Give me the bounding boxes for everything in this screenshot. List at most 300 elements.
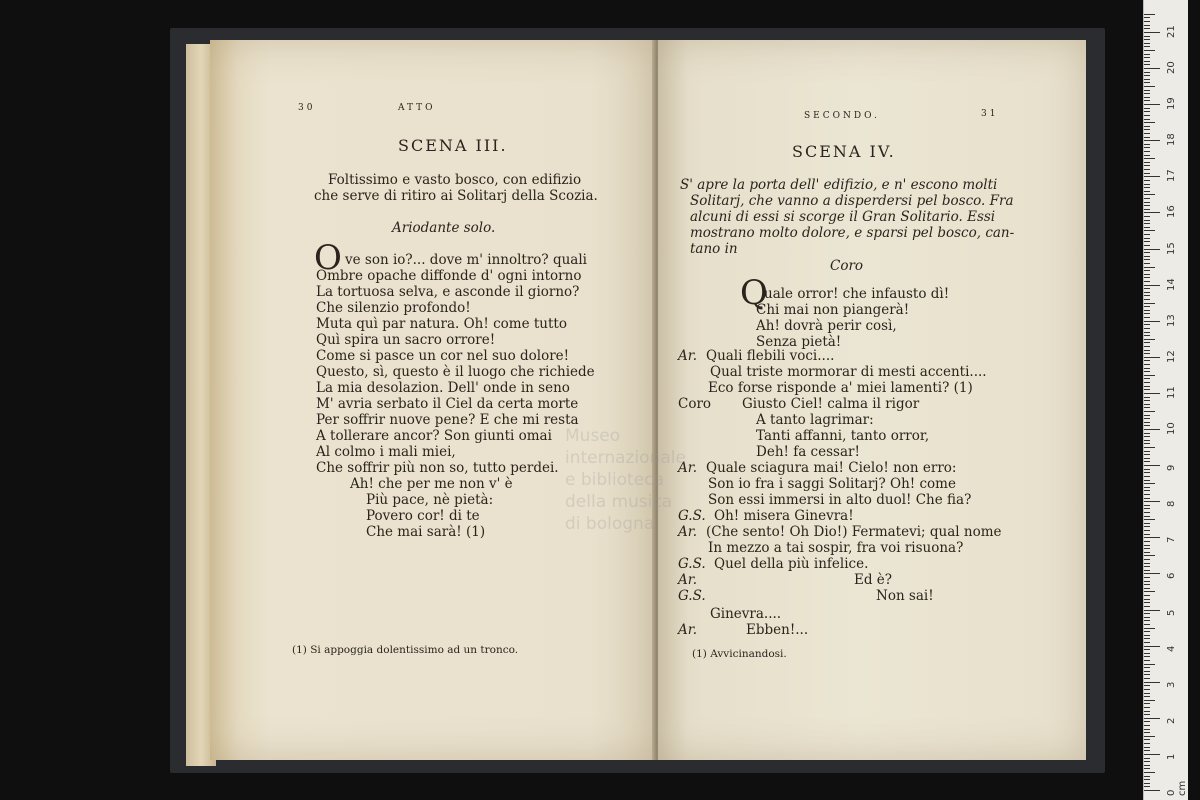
ruler-tick: [1144, 86, 1155, 87]
ruler-tick: [1144, 433, 1150, 434]
ruler-number: 13: [1166, 313, 1177, 327]
ruler-tick: [1144, 353, 1150, 354]
ruler-tick: [1144, 548, 1150, 549]
ruler-tick: [1144, 158, 1155, 159]
ruler-tick: [1144, 249, 1160, 250]
ruler-tick: [1144, 368, 1150, 369]
ruler-tick: [1144, 656, 1150, 657]
ruler-tick: [1144, 703, 1150, 704]
ruler-tick: [1144, 285, 1160, 286]
dialogue-line: Quel della più infelice.: [714, 556, 869, 572]
ruler-tick: [1144, 407, 1150, 408]
ruler-tick: [1144, 382, 1150, 383]
verse-line: Quì spira un sacro orrore!: [316, 332, 496, 348]
watermark-line: e biblioteca: [565, 470, 664, 490]
ruler-tick: [1144, 72, 1150, 73]
ruler-tick: [1144, 299, 1150, 300]
ruler-tick: [1144, 588, 1150, 589]
ruler-tick: [1144, 230, 1155, 231]
dialogue-line: Ed è?: [854, 572, 893, 588]
dialogue-line: Deh! fa cessar!: [756, 444, 860, 460]
ruler-tick: [1144, 490, 1150, 491]
ruler-tick: [1144, 415, 1150, 416]
ruler-tick: [1144, 465, 1160, 466]
ruler-tick: [1144, 660, 1150, 661]
ruler-tick: [1144, 761, 1150, 762]
watermark-line: della musica: [565, 492, 673, 512]
ruler-tick: [1144, 61, 1150, 62]
ruler-tick: [1144, 43, 1150, 44]
ruler-tick: [1144, 36, 1150, 37]
ruler-tick: [1144, 115, 1150, 116]
ruler-tick: [1144, 306, 1150, 307]
dialogue-line: Son essi immersi in alto duol! Che fia?: [708, 492, 972, 508]
stage-direction-line: Solitarj, che vanno a disperdersi pel bosco. Fra: [690, 193, 1014, 209]
ruler-tick: [1144, 689, 1150, 690]
ruler-tick: [1144, 599, 1150, 600]
ruler-tick: [1144, 620, 1150, 621]
ruler-tick: [1144, 321, 1160, 322]
ruler-tick: [1144, 346, 1150, 347]
chorus-line: uale orror! che infausto dì!: [764, 286, 950, 302]
ruler-tick: [1144, 693, 1150, 694]
dialogue-line: Tanti affanni, tanto orror,: [756, 428, 930, 444]
ruler-tick: [1144, 526, 1150, 527]
ruler-tick: [1144, 440, 1150, 441]
ruler-number: 9: [1166, 464, 1177, 472]
ruler-tick: [1144, 508, 1150, 509]
ruler-tick: [1144, 606, 1150, 607]
running-head-right: SECONDO.: [804, 111, 880, 121]
ruler-tick: [1144, 530, 1150, 531]
ruler-tick: [1144, 425, 1150, 426]
ruler-number: 2: [1166, 717, 1177, 724]
ruler-number: 18: [1166, 133, 1177, 147]
dialogue-line: (Che sento! Oh Dio!) Fermatevi; qual nome: [706, 524, 1002, 540]
ruler-tick: [1144, 97, 1150, 98]
speaker-label: G.S.: [678, 508, 706, 524]
ruler-tick: [1144, 25, 1150, 26]
ruler-tick: [1144, 64, 1150, 65]
verse-line: A tollerare ancor? Son giunti omai: [316, 428, 552, 444]
ruler-tick: [1144, 133, 1150, 134]
ruler-tick: [1144, 584, 1150, 585]
ruler-tick: [1144, 559, 1150, 560]
ruler-number: 6: [1166, 573, 1177, 580]
ruler-tick: [1144, 638, 1150, 639]
ruler-tick: [1144, 429, 1160, 430]
ruler-tick: [1144, 519, 1155, 520]
ruler-tick: [1144, 451, 1150, 452]
ruler-number: 16: [1166, 205, 1177, 219]
ruler-tick: [1144, 32, 1160, 33]
speaker-label: G.S.: [678, 556, 706, 572]
footnote-left: (1) Si appoggia dolentissimo ad un tronco.: [292, 644, 519, 656]
ruler-tick: [1144, 653, 1150, 654]
ruler-tick: [1144, 729, 1150, 730]
ruler-tick: [1144, 498, 1150, 499]
ruler-tick: [1144, 595, 1150, 596]
ruler-tick: [1144, 400, 1150, 401]
ruler-tick: [1144, 397, 1150, 398]
verse-line: Questo, sì, questo è il luogo che richiede: [316, 364, 595, 380]
ruler-tick: [1144, 664, 1155, 665]
ruler-tick: [1144, 194, 1155, 195]
ruler-tick: [1144, 288, 1150, 289]
ruler-tick: [1144, 292, 1150, 293]
ruler-tick: [1144, 469, 1150, 470]
ruler-number: 15: [1166, 241, 1177, 255]
stage-direction-line: mostrano molto dolore, e sparsi pel bosco, can-: [690, 225, 1015, 241]
dialogue-line: Son io fra i saggi Solitarj? Oh! come: [708, 476, 956, 492]
ruler-tick: [1144, 57, 1150, 58]
ruler-tick: [1144, 165, 1150, 166]
ruler-tick: [1144, 108, 1150, 109]
ruler-tick: [1144, 184, 1150, 185]
ruler-number: 10: [1166, 422, 1177, 435]
ruler-tick: [1144, 631, 1150, 632]
scene-title-left: SCENA III.: [398, 136, 508, 155]
ruler-number: 0 cm: [1166, 780, 1188, 796]
chorus-line: Chi mai non piangerà!: [756, 302, 910, 318]
ruler-number: 1: [1166, 753, 1177, 760]
ruler-tick: [1144, 100, 1150, 101]
ruler-tick: [1144, 454, 1150, 455]
ruler-tick: [1144, 364, 1150, 365]
speaker-note: Ariodante solo.: [392, 220, 496, 236]
ruler-tick: [1144, 783, 1150, 784]
ruler-tick: [1144, 295, 1150, 296]
ruler-tick: [1144, 743, 1150, 744]
ruler-tick: [1144, 151, 1150, 152]
ruler-number: 19: [1166, 97, 1177, 111]
ruler-tick: [1144, 180, 1150, 181]
verse-line: Ombre opache diffonde d' ogni intorno: [316, 268, 582, 284]
ruler-tick: [1144, 202, 1150, 203]
drop-cap: O: [314, 238, 342, 278]
verse-line: ve son io?... dove m' innoltro? quali: [345, 252, 587, 268]
ruler-tick: [1144, 212, 1160, 213]
ruler-tick: [1144, 50, 1155, 51]
dialogue-line: Quali flebili voci....: [706, 348, 835, 364]
ruler-tick: [1144, 674, 1150, 675]
speaker-label: Ar.: [678, 348, 698, 364]
ruler-tick: [1144, 191, 1150, 192]
ruler-tick: [1144, 779, 1150, 780]
verse-line: M' avria serbato il Ciel da certa morte: [316, 396, 579, 412]
ruler-tick: [1144, 628, 1155, 629]
ruler-tick: [1144, 732, 1150, 733]
ruler-tick: [1144, 310, 1150, 311]
ruler-tick: [1144, 476, 1150, 477]
left-page: [210, 40, 655, 760]
ruler-tick: [1144, 137, 1150, 138]
ruler-tick: [1144, 747, 1150, 748]
ruler-number: 5: [1166, 609, 1177, 616]
ruler-tick: [1144, 570, 1150, 571]
ruler-number: 7: [1166, 536, 1177, 544]
ruler-number: 14: [1166, 277, 1177, 291]
ruler-tick: [1144, 259, 1150, 260]
ruler-tick: [1144, 577, 1150, 578]
ruler-tick: [1144, 555, 1155, 556]
verse-line: Come si pasce un cor nel suo dolore!: [316, 348, 570, 364]
ruler-tick: [1144, 371, 1150, 372]
ruler-tick: [1144, 267, 1155, 268]
ruler-tick: [1144, 411, 1155, 412]
ruler-number: 4: [1166, 645, 1177, 652]
ruler-tick: [1144, 483, 1155, 484]
ruler-tick: [1144, 725, 1150, 726]
verse-line: Che silenzio profondo!: [316, 300, 471, 316]
chorus-line: Senza pietà!: [756, 334, 842, 350]
ruler-tick: [1144, 360, 1150, 361]
stage-direction-line: che serve di ritiro ai Solitarj della Scozia.: [314, 188, 598, 204]
verse-line: Per soffrir nuove pene? E che mi resta: [316, 412, 579, 428]
verse-line: La mia desolazion. Dell' onde in seno: [316, 380, 570, 396]
ruler-tick: [1144, 205, 1150, 206]
ruler-tick: [1144, 223, 1150, 224]
ruler-tick: [1144, 328, 1150, 329]
verse-line: Più pace, nè pietà:: [366, 492, 494, 508]
ruler-tick: [1144, 46, 1150, 47]
ruler-tick: [1144, 678, 1150, 679]
ruler-number: 12: [1166, 350, 1177, 363]
ruler-tick: [1144, 252, 1150, 253]
ruler-tick: [1144, 245, 1150, 246]
dialogue-line: Ebben!...: [746, 622, 809, 638]
ruler-tick: [1144, 635, 1150, 636]
ruler-tick: [1144, 602, 1150, 603]
ruler-tick: [1144, 198, 1150, 199]
ruler-number: 20: [1166, 61, 1177, 74]
ruler-tick: [1144, 461, 1150, 462]
ruler-tick: [1144, 707, 1150, 708]
ruler-tick: [1144, 516, 1150, 517]
dialogue-line: Oh! misera Ginevra!: [714, 508, 854, 524]
ruler-number: 21: [1166, 25, 1177, 38]
ruler-tick: [1144, 17, 1150, 18]
library-watermark: [565, 425, 705, 535]
ruler-tick: [1144, 111, 1150, 112]
dialogue-line: Giusto Ciel! calma il rigor: [742, 396, 920, 412]
ruler-tick: [1144, 685, 1150, 686]
ruler-tick: [1144, 786, 1150, 787]
ruler-tick: [1144, 581, 1150, 582]
speaker-label: Ar.: [678, 572, 698, 588]
ruler-tick: [1144, 339, 1155, 340]
ruler-tick: [1144, 750, 1150, 751]
ruler-tick: [1144, 277, 1150, 278]
dialogue-line: In mezzo a tai sospir, fra voi risuona?: [708, 540, 964, 556]
watermark-line: Museo internazionale: [565, 426, 686, 468]
page-number-left: 30: [298, 103, 316, 113]
ruler-tick: [1144, 545, 1150, 546]
ruler-tick: [1144, 736, 1155, 737]
ruler-tick: [1144, 14, 1155, 15]
stage-direction-line: Foltissimo e vasto bosco, con edifizio: [328, 172, 582, 188]
ruler-tick: [1144, 642, 1150, 643]
dialogue-line: Eco forse risponde a' miei lamenti? (1): [708, 380, 973, 396]
ruler-tick: [1144, 75, 1150, 76]
speaker-label: Ar.: [678, 460, 698, 476]
measurement-ruler: [1143, 0, 1188, 800]
ruler-tick: [1144, 772, 1155, 773]
dialogue-line: Ginevra....: [710, 606, 782, 622]
ruler-tick: [1144, 436, 1150, 437]
ruler-tick: [1144, 418, 1150, 419]
ruler-tick: [1144, 324, 1150, 325]
verse-line: Ah! che per me non v' è: [350, 476, 513, 492]
speaker-label: G.S.: [678, 588, 706, 604]
ruler-tick: [1144, 768, 1150, 769]
ruler-tick: [1144, 313, 1150, 314]
scene-title-right: SCENA IV.: [792, 142, 896, 161]
ruler-tick: [1144, 209, 1150, 210]
ruler-tick: [1144, 386, 1150, 387]
ruler-tick: [1144, 610, 1160, 611]
ruler-tick: [1144, 332, 1150, 333]
speaker-label: Ar.: [678, 524, 698, 540]
ruler-tick: [1144, 541, 1150, 542]
ruler-tick: [1144, 711, 1150, 712]
ruler-tick: [1144, 505, 1150, 506]
ruler-tick: [1144, 79, 1150, 80]
ruler-tick: [1144, 537, 1160, 538]
verse-line: Muta quì par natura. Oh! come tutto: [316, 316, 567, 332]
ruler-tick: [1144, 68, 1160, 69]
ruler-tick: [1144, 173, 1150, 174]
ruler-tick: [1144, 263, 1150, 264]
ruler-tick: [1144, 176, 1160, 177]
chorus-line: Ah! dovrà perir così,: [756, 318, 897, 334]
ruler-tick: [1144, 682, 1160, 683]
speaker-label: Ar.: [678, 622, 698, 638]
right-page: [658, 40, 1086, 760]
ruler-tick: [1144, 552, 1150, 553]
ruler-tick: [1144, 342, 1150, 343]
ruler-tick: [1144, 274, 1150, 275]
ruler-tick: [1144, 270, 1150, 271]
ruler-tick: [1144, 494, 1150, 495]
ruler-tick: [1144, 758, 1150, 759]
ruler-tick: [1144, 126, 1150, 127]
ruler-number: 8: [1166, 500, 1177, 508]
ruler-tick: [1144, 129, 1150, 130]
ruler-tick: [1144, 122, 1155, 123]
ruler-tick: [1144, 534, 1150, 535]
ruler-tick: [1144, 21, 1150, 22]
ruler-tick: [1144, 617, 1150, 618]
ruler-tick: [1144, 147, 1150, 148]
ruler-number: 3: [1166, 681, 1177, 688]
ruler-tick: [1144, 317, 1150, 318]
ruler-tick: [1144, 169, 1150, 170]
watermark-line: di bologna: [565, 514, 655, 534]
dialogue-line: Non sai!: [876, 588, 934, 604]
ruler-tick: [1144, 357, 1160, 358]
stage-direction-line: tano in: [690, 241, 738, 257]
ruler-tick: [1144, 563, 1150, 564]
ruler-tick: [1144, 350, 1150, 351]
ruler-tick: [1144, 700, 1155, 701]
ruler-tick: [1144, 28, 1150, 29]
ruler-tick: [1144, 739, 1150, 740]
dialogue-line: A tanto lagrimar:: [756, 412, 874, 428]
ruler-number: 17: [1166, 169, 1177, 183]
ruler-tick: [1144, 754, 1160, 755]
ruler-tick: [1144, 241, 1150, 242]
ruler-tick: [1144, 649, 1150, 650]
ruler-tick: [1144, 472, 1150, 473]
ruler-tick: [1144, 718, 1160, 719]
ruler-tick: [1144, 447, 1155, 448]
ruler-tick: [1144, 776, 1150, 777]
dialogue-line: Quale sciagura mai! Cielo! non erro:: [706, 460, 957, 476]
page-number-right: 31: [981, 109, 999, 119]
ruler-tick: [1144, 375, 1155, 376]
ruler-tick: [1144, 82, 1150, 83]
ruler-tick: [1144, 646, 1160, 647]
ruler-tick: [1144, 144, 1150, 145]
verse-line: Che soffrir più non so, tutto perdei.: [316, 460, 559, 476]
ruler-tick: [1144, 119, 1150, 120]
ruler-tick: [1144, 566, 1150, 567]
ruler-tick: [1144, 512, 1150, 513]
verse-line: Povero cor! di te: [366, 508, 480, 524]
ruler-tick: [1144, 303, 1155, 304]
ruler-tick: [1144, 573, 1160, 574]
ruler-tick: [1144, 39, 1150, 40]
ruler-tick: [1144, 140, 1160, 141]
speaker-label: Coro: [678, 396, 712, 412]
ruler-tick: [1144, 281, 1150, 282]
ruler-tick: [1144, 458, 1150, 459]
ruler-tick: [1144, 523, 1150, 524]
ruler-tick: [1144, 104, 1160, 105]
ruler-tick: [1144, 238, 1150, 239]
ruler-tick: [1144, 480, 1150, 481]
ruler-tick: [1144, 216, 1150, 217]
ruler-tick: [1144, 443, 1150, 444]
ruler-tick: [1144, 256, 1150, 257]
ruler-tick: [1144, 155, 1150, 156]
ruler-tick: [1144, 591, 1155, 592]
ruler-tick: [1144, 696, 1150, 697]
ruler-tick: [1144, 162, 1150, 163]
ruler-tick: [1144, 714, 1150, 715]
ruler-tick: [1144, 671, 1150, 672]
ruler-tick: [1144, 227, 1150, 228]
ruler-tick: [1144, 765, 1150, 766]
ruler-tick: [1144, 93, 1150, 94]
ruler-tick: [1144, 624, 1150, 625]
ruler-tick: [1144, 667, 1150, 668]
ruler-tick: [1144, 790, 1160, 791]
ruler-tick: [1144, 335, 1150, 336]
verse-line: La tortuosa selva, e asconde il giorno?: [316, 284, 580, 300]
ruler-tick: [1144, 54, 1150, 55]
drop-cap: Q: [740, 273, 768, 313]
dialogue-line: Qual triste mormorar di mesti accenti....: [710, 364, 987, 380]
ruler-tick: [1144, 90, 1150, 91]
ruler-tick: [1144, 422, 1150, 423]
ruler-tick: [1144, 234, 1150, 235]
ruler-tick: [1144, 501, 1160, 502]
ruler-tick: [1144, 187, 1150, 188]
ruler-tick: [1144, 378, 1150, 379]
chorus-label: Coro: [830, 258, 864, 274]
